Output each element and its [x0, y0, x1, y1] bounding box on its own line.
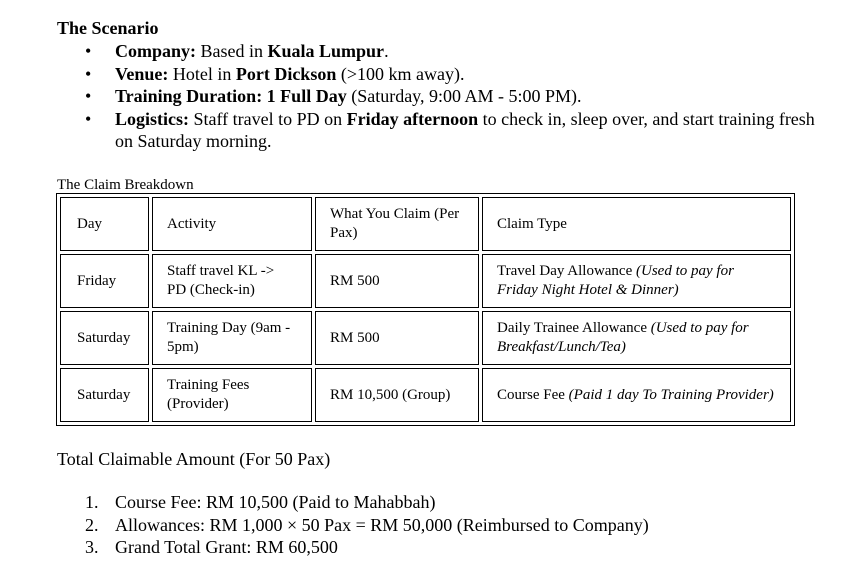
cell-type	[482, 368, 791, 422]
table-caption: The Claim Breakdown	[57, 177, 194, 193]
cell-claim: RM 10,500 (Group)	[315, 368, 479, 422]
scenario-list	[57, 40, 817, 153]
item-text: Allowances: RM 1,000 × 50 Pax = RM 50,000 (Reimbursed to Company)	[115, 514, 649, 535]
claim-table	[56, 193, 795, 426]
item-text: (Saturday, 9:00 AM - 5:00 PM).	[346, 86, 582, 106]
table-row	[60, 311, 791, 365]
item-lead: Training Duration: 1 Full Day	[115, 86, 347, 106]
list-item	[57, 108, 817, 153]
item-text: (>100 km away).	[336, 63, 465, 84]
cell-type	[482, 254, 791, 308]
list-item	[57, 40, 817, 63]
cell-claim: RM 500	[315, 311, 479, 365]
totals-list	[57, 491, 837, 559]
list-item	[57, 491, 837, 514]
claim-type-label: Daily Trainee Allowance	[497, 320, 651, 336]
item-number: 3.	[85, 537, 99, 557]
header-activity: Activity	[152, 197, 312, 251]
header-day: Day	[60, 197, 149, 251]
item-text: Course Fee: RM 10,500 (Paid to Mahabbah)	[115, 492, 436, 512]
cell-day: Saturday	[60, 368, 149, 422]
item-text: Hotel in	[168, 63, 236, 84]
cell-claim: RM 500	[315, 254, 479, 308]
list-item	[57, 536, 837, 559]
cell-activity: Training Fees (Provider)	[152, 368, 312, 422]
item-number: 1.	[85, 492, 99, 512]
header-type: Claim Type	[482, 197, 791, 251]
item-bold: Kuala Lumpur	[267, 41, 385, 61]
item-bold: Port Dickson	[235, 63, 337, 84]
item-text: to check in, sleep over, and start training fresh on Saturday morning.	[115, 108, 815, 151]
claim-type-note: (Paid 1 day To Training Provider)	[568, 386, 774, 403]
table-row	[60, 368, 791, 422]
item-text: .	[384, 41, 389, 61]
section-heading: The Scenario	[57, 18, 159, 38]
item-lead: Company:	[115, 41, 197, 61]
list-item	[57, 63, 817, 86]
item-lead: Venue:	[115, 63, 169, 84]
cell-type	[482, 311, 791, 365]
claim-type-note: (Used to pay for Friday Night Hotel & Dinner)	[497, 263, 734, 298]
claim-type-label: Course Fee	[497, 386, 569, 403]
item-lead: Logistics:	[115, 108, 189, 129]
item-text: Based in	[196, 41, 268, 61]
list-item	[57, 85, 817, 108]
header-claim: What You Claim (Per Pax)	[315, 197, 479, 251]
cell-activity: Training Day (9am - 5pm)	[152, 311, 312, 365]
item-text: Staff travel to PD on	[189, 108, 347, 129]
claim-type-label: Travel Day Allowance	[497, 263, 636, 279]
list-item	[57, 514, 837, 537]
total-heading: Total Claimable Amount (For 50 Pax)	[57, 449, 331, 469]
item-bold: Friday afternoon	[346, 108, 479, 129]
cell-day: Friday	[60, 254, 149, 308]
item-text: Grand Total Grant: RM 60,500	[115, 537, 338, 557]
table-header-row	[60, 197, 791, 251]
item-number: 2.	[85, 514, 99, 535]
claim-type-note: (Used to pay for Breakfast/Lunch/Tea)	[497, 320, 749, 355]
table-row	[60, 254, 791, 308]
cell-activity: Staff travel KL -> PD (Check-in)	[152, 254, 312, 308]
cell-day: Saturday	[60, 311, 149, 365]
